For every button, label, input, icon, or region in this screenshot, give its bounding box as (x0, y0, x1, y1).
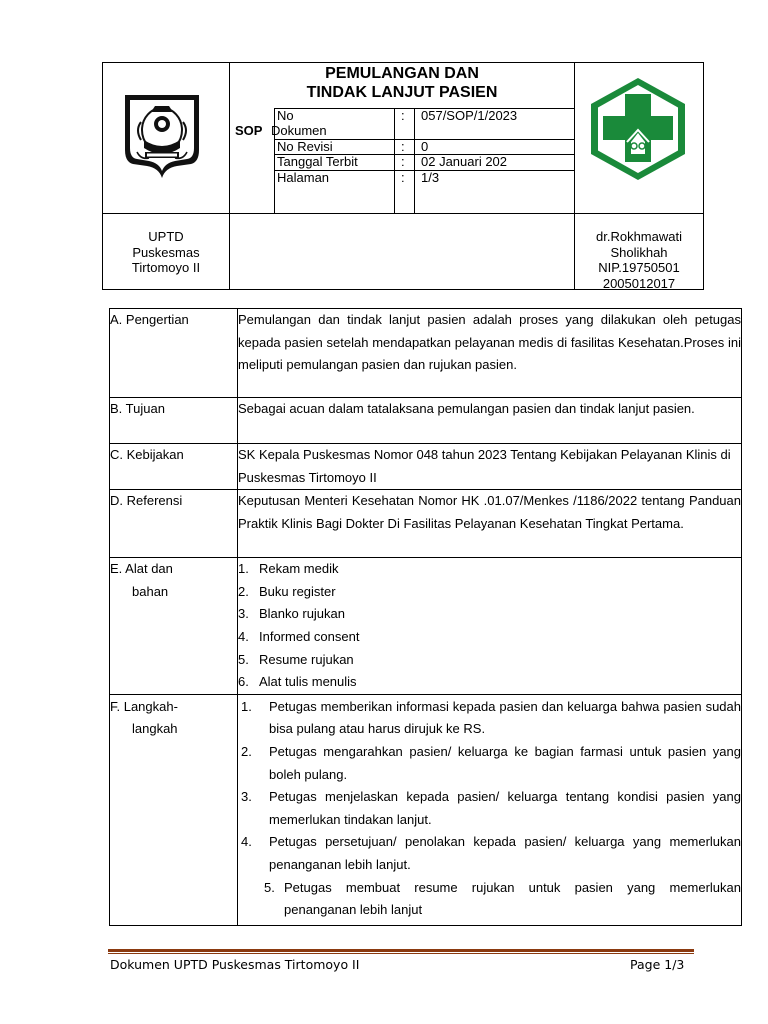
regency-emblem-icon (119, 92, 205, 182)
section-text-tujuan: Sebagai acuan dalam tatalaksana pemulangan pasien dan tindak lanjut pasien. (238, 398, 742, 444)
meta-sep-no: : (401, 108, 405, 123)
meta-value-tanggal: 02 Januari 202 (421, 154, 508, 169)
table-row (110, 694, 742, 925)
step-text: Petugas membuat resume rujukan untuk pasien yang memerlukan penanganan lebih lanjut (284, 879, 741, 918)
section-label-tujuan: B. Tujuan (110, 398, 238, 444)
section-label-alat-bahan (110, 558, 238, 695)
org-line-1: UPTD (148, 229, 184, 244)
list-number: 4. (238, 628, 249, 644)
step-item (238, 831, 741, 876)
section-label-pengertian: A. Pengertian (110, 309, 238, 398)
label-line-1: F. Langkah- (110, 698, 178, 714)
label-line-2: bahan (132, 583, 169, 599)
section-label-referensi: D. Referensi (110, 490, 238, 558)
step-item (238, 696, 741, 741)
meta-sep-revisi: : (401, 139, 405, 154)
meta-value-revisi: 0 (421, 139, 429, 154)
list-number: 6. (238, 674, 249, 690)
footer-rule-thin (108, 953, 694, 954)
step-number: 1. (241, 698, 252, 714)
signer-line-1: dr.Rokhmawati (596, 229, 682, 244)
title-line-1: PEMULANGAN DAN (325, 65, 479, 82)
table-row (110, 398, 742, 444)
signer-line-2: Sholikhah (610, 244, 668, 260)
step-text: Petugas memberikan informasi kepada pasien dan keluarga bahwa pasien sudah bisa pulang atau harus dirujuk ke RS. (269, 698, 741, 737)
meta-label-dokumen: Dokumen (271, 123, 327, 138)
step-item (238, 786, 741, 831)
section-text-pengertian: Pemulangan dan tindak lanjut pasien adalah proses yang dilakukan oleh petugas kepada pasien setelah mendapatkan pelayanan medis di fasilitas Kesehatan.Proses ini meliputi pemulangan pasien dan rujukan pasien. (238, 309, 742, 398)
org-name (103, 229, 229, 276)
meta-label-no: No (277, 108, 294, 123)
label-line-1: E. Alat dan (110, 561, 173, 577)
signer (575, 229, 703, 291)
sop-label: SOP (235, 123, 263, 138)
list-text: Buku register (259, 583, 336, 599)
step-text: Petugas menjelaskan kepada pasien/ keluarga tentang kondisi pasien yang memerlukan tindakan lanjut. (269, 789, 741, 827)
org-line-2: Puskesmas (132, 244, 200, 260)
step-text: Petugas persetujuan/ penolakan kepada pasien/ keluarga yang memerlukan penanganan lebih lanjut. (269, 834, 741, 872)
meta-label-halaman: Halaman (277, 170, 330, 185)
list-text: Alat tulis menulis (259, 674, 357, 690)
footer-page-number: Page 1/3 (630, 957, 685, 972)
step-item (238, 741, 741, 786)
step-text: Petugas mengarahkan pasien/ keluarga ke bagian farmasi untuk pasien yang boleh pulang. (269, 743, 741, 782)
signer-line-3: NIP.19750501 (598, 260, 680, 275)
list-text: Informed consent (259, 628, 360, 644)
page-title (230, 64, 574, 102)
meta-value-halaman: 1/3 (421, 170, 440, 185)
list-text: Rekam medik (259, 561, 339, 577)
list-item (238, 671, 741, 694)
section-text-referensi: Keputusan Menteri Kesehatan Nomor HK .01.07/Menkes /1186/2022 tentang Panduan Praktik Klinis Bagi Dokter Di Fasilitas Pelayanan Kesehatan Tingkat Pertama. (238, 490, 742, 558)
meta-label-revisi: No Revisi (277, 139, 333, 154)
table-row (110, 309, 742, 398)
list-number: 3. (238, 606, 249, 622)
sop-content-table (109, 308, 742, 926)
title-line-2: TINDAK LANJUT PASIEN (306, 84, 498, 101)
step-number: 5. (264, 879, 275, 895)
table-row (110, 558, 742, 695)
list-item (238, 649, 741, 672)
footer-document-name: Dokumen UPTD Puskesmas Tirtomoyo II (110, 957, 360, 972)
list-item (238, 626, 741, 649)
list-number: 1. (238, 561, 249, 577)
list-number: 5. (238, 651, 249, 667)
section-label-langkah (110, 694, 238, 925)
table-row (110, 490, 742, 558)
section-text-kebijakan: SK Kepala Puskesmas Nomor 048 tahun 2023 Tentang Kebijakan Pelayanan Klinis di Puskesmas Tirtomoyo II (238, 444, 742, 490)
puskesmas-cross-logo-icon (587, 76, 689, 182)
list-text: Blanko rujukan (259, 606, 345, 622)
step-number: 4. (241, 834, 252, 850)
signer-line-4: 2005012017 (602, 275, 676, 291)
meta-sep-halaman: : (401, 170, 405, 185)
section-label-kebijakan: C. Kebijakan (110, 444, 238, 490)
meta-sep-tanggal: : (401, 154, 405, 169)
table-row (110, 444, 742, 490)
list-item (238, 581, 741, 604)
list-item (238, 558, 741, 581)
step-item (238, 877, 741, 922)
list-number: 2. (238, 583, 249, 599)
org-line-3: Tirtomoyo II (131, 260, 201, 275)
list-item (238, 603, 741, 626)
meta-value-no-dokumen: 057/SOP/1/2023 (421, 108, 518, 123)
meta-label-tanggal: Tanggal Terbit (277, 154, 358, 169)
section-list-alat-bahan (238, 558, 742, 695)
footer-rule (108, 949, 694, 952)
section-steps-langkah (238, 694, 742, 925)
list-text: Resume rujukan (259, 651, 354, 667)
step-number: 3. (241, 789, 252, 805)
step-number: 2. (241, 743, 252, 759)
label-line-2: langkah (132, 721, 178, 737)
